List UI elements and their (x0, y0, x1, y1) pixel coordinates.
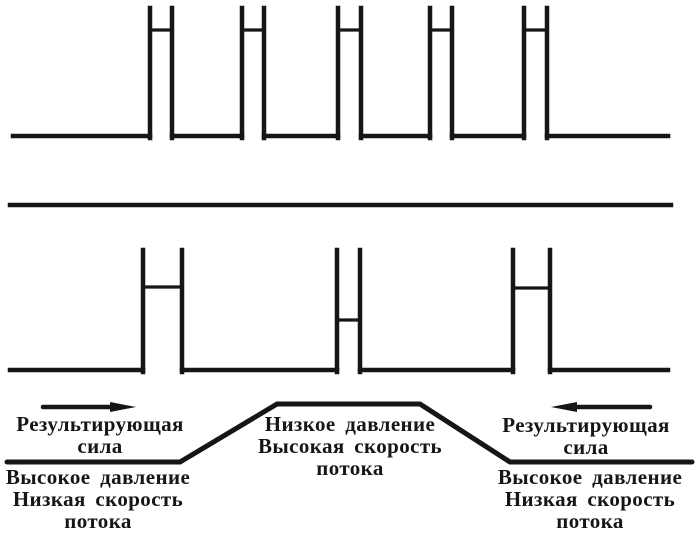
label-line: Результирующая (16, 412, 184, 436)
lower-pipe (10, 250, 668, 372)
lower-liquid-levels (143, 287, 550, 320)
label-line: Низкая скорость (504, 487, 676, 511)
label-left-high-pressure (6, 466, 190, 532)
label-center-low-pressure (258, 413, 442, 479)
manometer-tube-7 (337, 250, 360, 372)
label-line: потока (556, 509, 624, 533)
label-line: потока (64, 509, 132, 533)
arrow-right-icon (43, 402, 136, 412)
upper-pipe (10, 8, 671, 205)
manometer-tube-1 (150, 8, 172, 138)
label-line: Низкая скорость (12, 487, 184, 511)
label-right-high-pressure (498, 466, 682, 532)
manometer-tube-5 (524, 8, 547, 138)
label-right-resultant-force (502, 414, 670, 458)
label-left-resultant-force (16, 413, 184, 457)
label-line: Низкое давление (264, 412, 436, 436)
label-line: сила (563, 435, 609, 459)
label-line: потока (316, 456, 384, 480)
manometer-tube-6 (143, 250, 182, 372)
manometer-tube-3 (338, 8, 361, 138)
manometer-tube-8 (513, 250, 550, 372)
label-line: сила (77, 434, 123, 458)
manometer-tube-4 (430, 8, 452, 138)
label-line: Высокое давление (497, 465, 683, 489)
label-line: Высокое давление (5, 465, 191, 489)
label-line: Высокая скорость (257, 434, 443, 458)
arrow-left-icon (551, 402, 650, 412)
manometer-tube-2 (242, 8, 264, 138)
label-line: Результирующая (502, 413, 670, 437)
